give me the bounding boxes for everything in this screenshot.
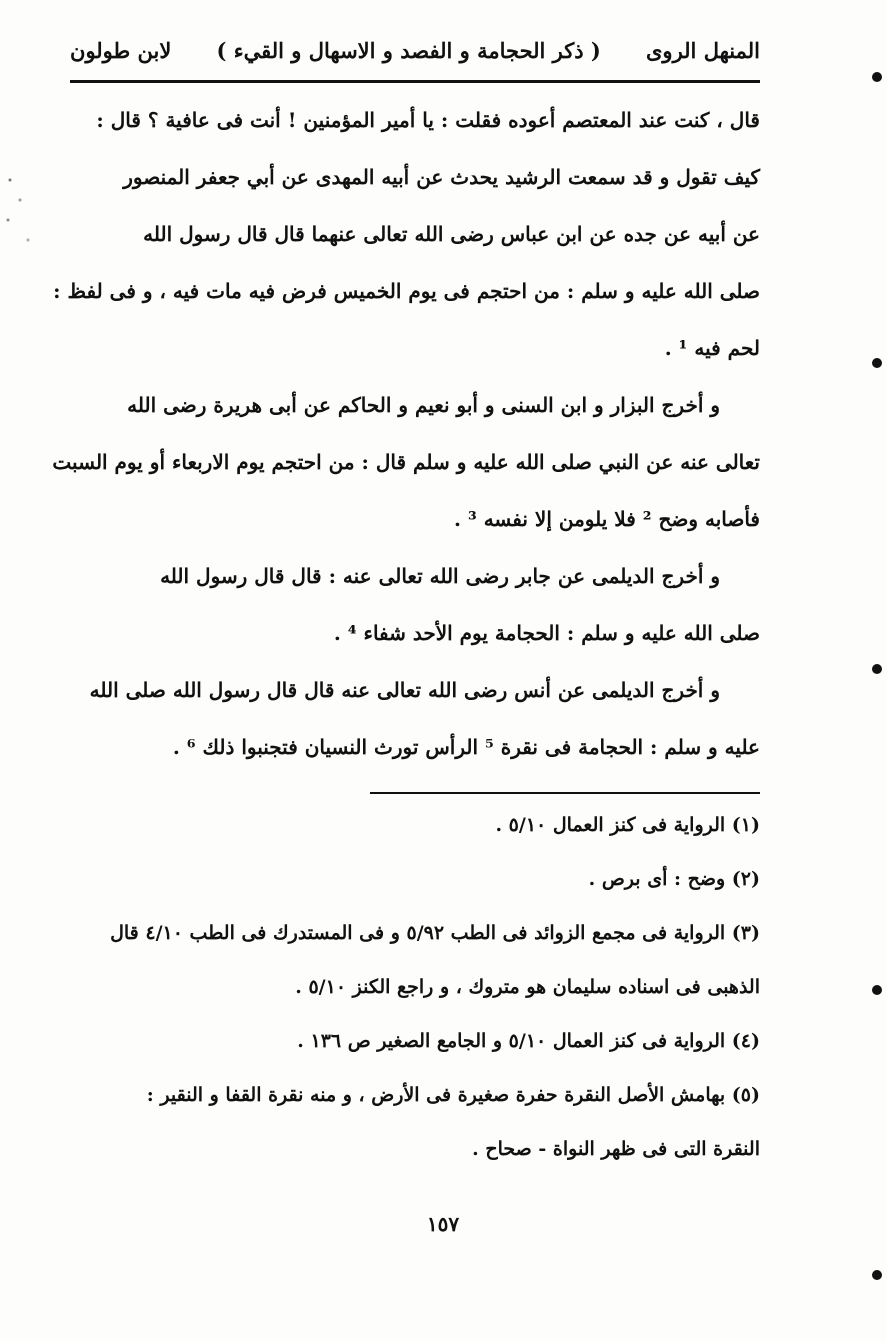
text-line: صلى الله عليه و سلم : الحجامة يوم الأحد شفاء ⁴ .	[333, 621, 760, 645]
header-chapter-title: ( ذكر الحجامة و الفصد و الاسهال و القيء )	[216, 37, 601, 63]
text-line: تعالى عنه عن النبي صلى الله عليه و سلم قال : من احتجم يوم الاربعاء أو يوم السبت	[52, 450, 760, 474]
footnote-line: (٣) الرواية فى مجمع الزوائد فى الطب ٥/٩٢ و فى المستدرك فى الطب ٤/١٠ قال	[110, 922, 760, 944]
header-book-title: المنهل الروى	[645, 37, 760, 63]
binding-mark	[872, 1270, 882, 1280]
text-line: قال ، كنت عند المعتصم أعوده فقلت : يا أمير المؤمنين ! أنت فى عافية ؟ قال :	[96, 108, 760, 132]
text-line: لحم فيه ¹ .	[664, 336, 760, 360]
footnotes	[110, 798, 760, 1176]
main-text	[52, 92, 760, 776]
footnote-line: النقرة التى فى ظهر النواة - صحاح .	[472, 1138, 760, 1160]
text-line: صلى الله عليه و سلم : من احتجم فى يوم الخميس فرض فيه مات فيه ، و فى لفظ :	[53, 279, 760, 303]
header-rule	[70, 80, 760, 83]
footnote-line: (٥) بهامش الأصل النقرة حفرة صغيرة فى الأرض ، و منه نقرة القفا و النقير :	[146, 1084, 760, 1106]
text-line: عليه و سلم : الحجامة فى نقرة ⁵ الرأس تورث النسيان فتجنبوا ذلك ⁶ .	[172, 735, 760, 759]
text-line: و أخرج الديلمى عن جابر رضى الله تعالى عنه : قال قال رسول الله	[160, 564, 720, 588]
text-line: و أخرج البزار و ابن السنى و أبو نعيم و الحاكم عن أبى هريرة رضى الله	[127, 393, 720, 417]
footnote-line: (٤) الرواية فى كنز العمال ٥/١٠ و الجامع الصغير ص ١٣٦ .	[297, 1030, 760, 1052]
scan-specks	[0, 150, 40, 260]
footnote-line: الذهبى فى اسناده سليمان هو متروك ، و راجع الكنز ٥/١٠ .	[295, 976, 760, 998]
text-line: كيف تقول و قد سمعت الرشيد يحدث عن أبيه المهدى عن أبي جعفر المنصور	[123, 165, 760, 189]
footnote-line: (٢) وضح : أى برص .	[588, 868, 760, 890]
footnote-rule	[370, 792, 760, 794]
running-header	[70, 30, 760, 70]
footnote-line: (١) الرواية فى كنز العمال ٥/١٠ .	[495, 814, 760, 836]
page-number: ١٥٧	[426, 1212, 460, 1236]
header-author: لابن طولون	[70, 37, 172, 63]
binding-mark	[872, 72, 882, 82]
text-line: و أخرج الديلمى عن أنس رضى الله تعالى عنه قال قال رسول الله صلى الله	[89, 678, 720, 702]
binding-mark	[872, 358, 882, 368]
binding-mark	[872, 664, 882, 674]
text-line: عن أبيه عن جده عن ابن عباس رضى الله تعالى عنهما قال قال رسول الله	[143, 222, 760, 246]
text-line: فأصابه وضح ² فلا يلومن إلا نفسه ³ .	[454, 507, 760, 531]
binding-mark	[872, 985, 882, 995]
